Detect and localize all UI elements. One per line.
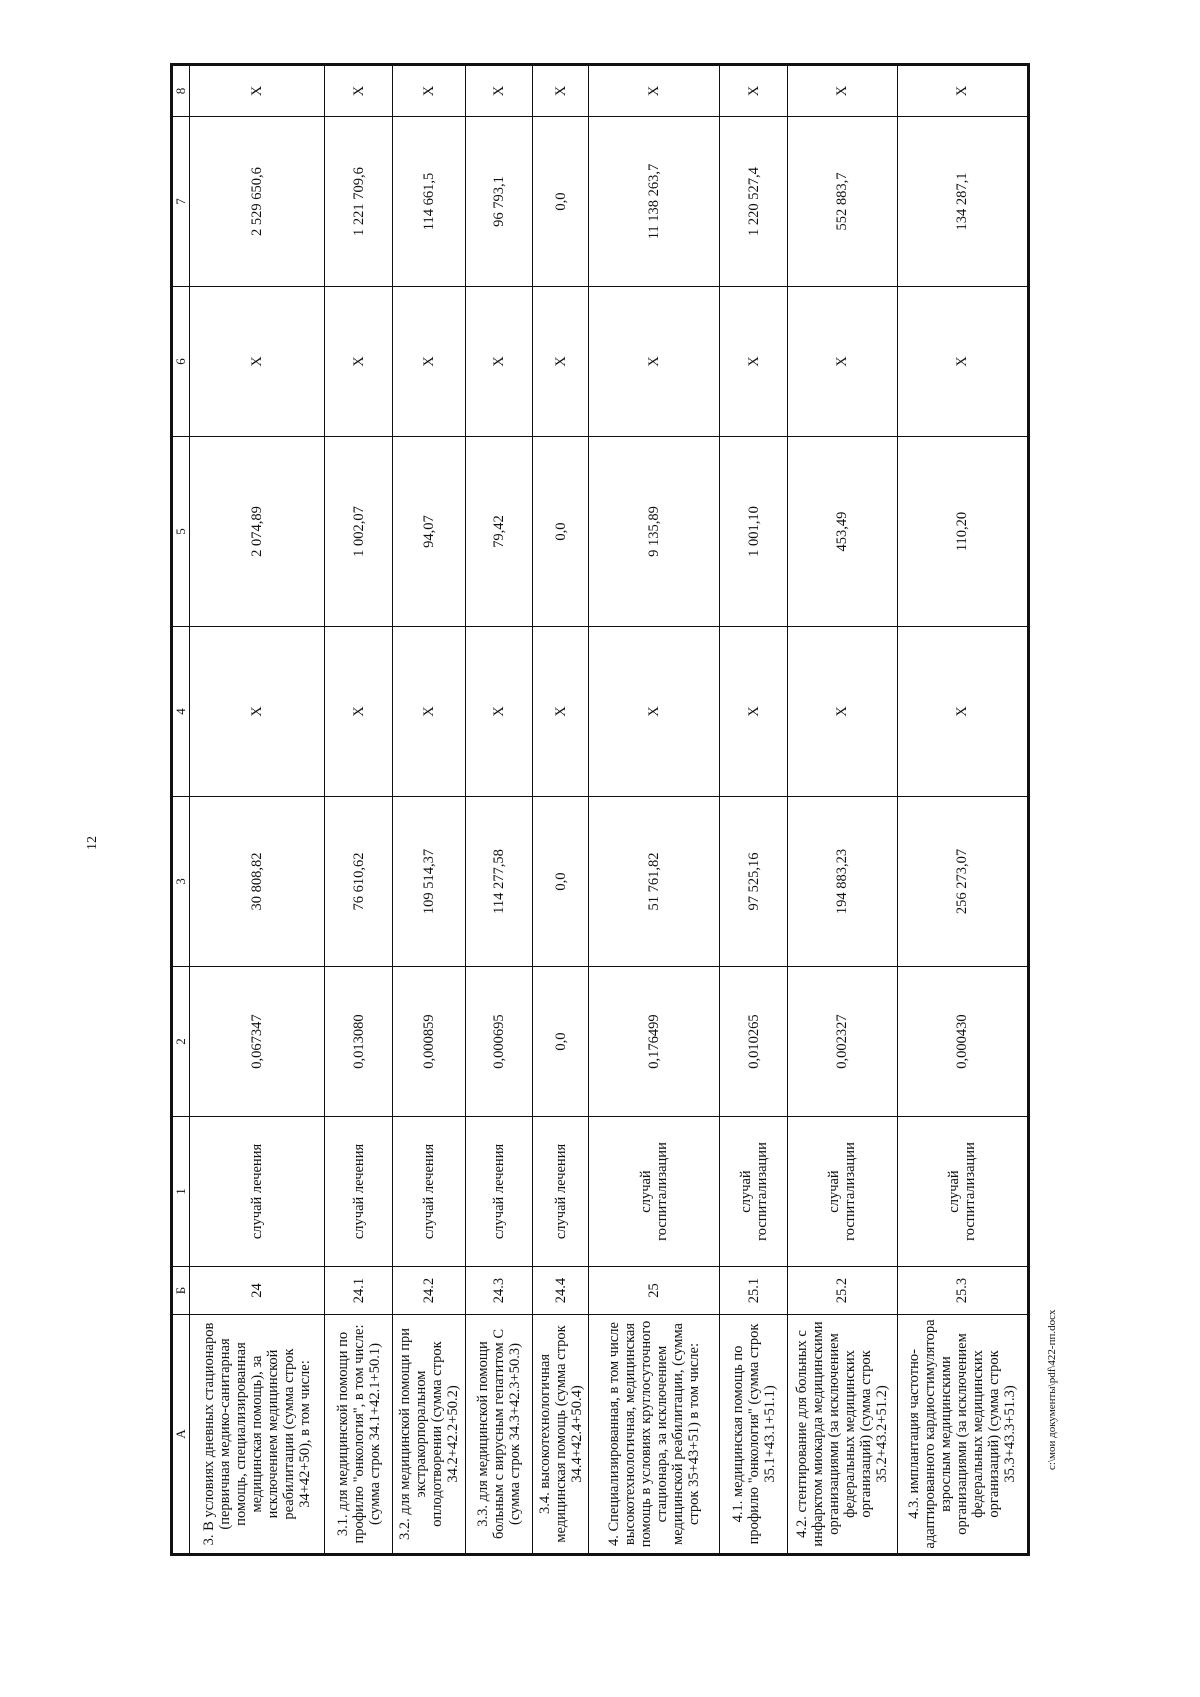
cell-col5: 0,0 [533,437,589,627]
cell-col7: 114 661,5 [392,117,465,287]
cell-col4: Х [533,627,589,797]
cell-name: 3.1. для медицинской помощи по профилю "онкология", в том числе: (сумма строк 34.1+42.1+50.1) [325,1315,393,1555]
header-cell: 2 [172,967,190,1117]
header-cell: A [172,1315,190,1555]
cell-col3: 30 808,82 [190,797,325,967]
cell-col6: Х [788,287,898,437]
cell-name: 3. В условиях дневных стационаров (первичная медико-санитарная помощь, специализированная медицинская помощь), за исключением медицинской реабилитации (сумма строк 34+42+50), в том числе: [190,1315,325,1555]
cell-col3: 109 514,37 [392,797,465,967]
cell-col4: Х [392,627,465,797]
cell-name: 3.4. высокотехнологичная медицинская помощь (сумма строк 34.4+42.4+50.4) [533,1315,589,1555]
cell-col6: Х [533,287,589,437]
cell-col2: 0,010265 [720,967,788,1117]
cell-col6: Х [897,287,1028,437]
cell-col7: 1 220 527,4 [720,117,788,287]
footer-file-path: c:\мои документы\pdf\422-пп.docx [1046,1309,1058,1470]
cell-col2: 0,067347 [190,967,325,1117]
cell-name: 4.3. имплантация частотно-адаптированного кардиостимулятора взрослым медицинскими организациями (за исключением федеральных медицинских организаций) (сумма строк 35.3+43.3+51.3) [897,1315,1028,1555]
header-cell: 1 [172,1117,190,1267]
cell-col7: 0,0 [533,117,589,287]
cell-col5: 2 074,89 [190,437,325,627]
cell-col7: 11 138 263,7 [589,117,720,287]
cell-col3: 0,0 [533,797,589,967]
cell-col3: 97 525,16 [720,797,788,967]
header-cell: 8 [172,65,190,117]
cell-name: 3.3. для медицинской помощи больным с вирусным гепатитом С (сумма строк 34.3+42.3+50.3) [465,1315,533,1555]
cell-code: 25.2 [788,1267,898,1315]
cell-col8: Х [897,65,1028,117]
cell-col4: Х [589,627,720,797]
cell-col7: 134 287,1 [897,117,1028,287]
cell-col4: Х [465,627,533,797]
table-row [533,65,589,1555]
table-row [720,65,788,1555]
cell-col6: Х [720,287,788,437]
cell-unit: случай лечения [465,1117,533,1267]
cell-col5: 453,49 [788,437,898,627]
header-cell: Б [172,1267,190,1315]
cell-col3: 194 883,23 [788,797,898,967]
cell-col5: 1 002,07 [325,437,393,627]
cell-col6: Х [325,287,393,437]
cell-unit: случай лечения [190,1117,325,1267]
cell-col8: Х [720,65,788,117]
cell-col2: 0,0 [533,967,589,1117]
cell-unit: случай госпитализации [720,1117,788,1267]
cell-col2: 0,000695 [465,967,533,1117]
page-number: 12 [85,836,100,850]
header-cell: 6 [172,287,190,437]
cell-code: 24.2 [392,1267,465,1315]
cell-col5: 79,42 [465,437,533,627]
table-row [392,65,465,1555]
cell-code: 24.3 [465,1267,533,1315]
cell-col6: Х [589,287,720,437]
cell-unit: случай лечения [325,1117,393,1267]
cell-name: 4. Специализированная, в том числе высокотехнологичная, медицинская помощь в условиях круглосуточного стационара, за исключением медицинской реабилитации, (сумма строк 35+43+51) в том числе: [589,1315,720,1555]
header-cell: 4 [172,627,190,797]
cell-code: 24.1 [325,1267,393,1315]
cell-unit: случай госпитализации [897,1117,1028,1267]
cell-col6: Х [190,287,325,437]
cell-col7: 96 793,1 [465,117,533,287]
cell-col4: Х [325,627,393,797]
cell-code: 25.1 [720,1267,788,1315]
cell-col8: Х [392,65,465,117]
cell-col2: 0,002327 [788,967,898,1117]
table-row [325,65,393,1555]
cell-name: 4.2. стентирование для больных с инфарктом миокарда медицинскими организациями (за исключением федеральных медицинских организаций) (сумма строк 35.2+43.2+51.2) [788,1315,898,1555]
cell-col6: Х [392,287,465,437]
cell-col8: Х [190,65,325,117]
cell-unit: случай лечения [392,1117,465,1267]
cell-col6: Х [465,287,533,437]
table-row [788,65,898,1555]
cell-col7: 1 221 709,6 [325,117,393,287]
cell-unit: случай госпитализации [788,1117,898,1267]
cell-col4: Х [788,627,898,797]
table-container [170,66,1030,1556]
cell-col4: Х [190,627,325,797]
cell-col2: 0,000430 [897,967,1028,1117]
table-row [190,65,325,1555]
header-row [172,65,190,1555]
cell-col2: 0,013080 [325,967,393,1117]
header-cell: 3 [172,797,190,967]
cell-name: 4.1. медицинская помощь по профилю "онкология" (сумма строк 35.1+43.1+51.1) [720,1315,788,1555]
cell-col8: Х [465,65,533,117]
header-cell: 7 [172,117,190,287]
cell-col5: 94,07 [392,437,465,627]
cell-code: 24 [190,1267,325,1315]
cell-col2: 0,176499 [589,967,720,1117]
cell-col5: 9 135,89 [589,437,720,627]
cell-unit: случай лечения [533,1117,589,1267]
cell-col2: 0,000859 [392,967,465,1117]
cell-code: 25 [589,1267,720,1315]
table-row [589,65,720,1555]
cell-col5: 1 001,10 [720,437,788,627]
cell-col7: 2 529 650,6 [190,117,325,287]
cell-col8: Х [589,65,720,117]
cell-col8: Х [325,65,393,117]
cell-col8: Х [533,65,589,117]
cell-col3: 76 610,62 [325,797,393,967]
cell-col3: 114 277,58 [465,797,533,967]
cell-unit: случай госпитализации [589,1117,720,1267]
cell-code: 24.4 [533,1267,589,1315]
header-cell: 5 [172,437,190,627]
cell-col7: 552 883,7 [788,117,898,287]
cell-code: 25.3 [897,1267,1028,1315]
table-row [465,65,533,1555]
cell-col4: Х [720,627,788,797]
cell-col3: 256 273,07 [897,797,1028,967]
cell-col3: 51 761,82 [589,797,720,967]
cell-name: 3.2. для медицинской помощи при экстракорпоральном оплодотворении (сумма строк 34.2+42.2+50.2) [392,1315,465,1555]
table-row [897,65,1028,1555]
data-table [170,63,1030,1556]
cell-col8: Х [788,65,898,117]
cell-col4: Х [897,627,1028,797]
cell-col5: 110,20 [897,437,1028,627]
